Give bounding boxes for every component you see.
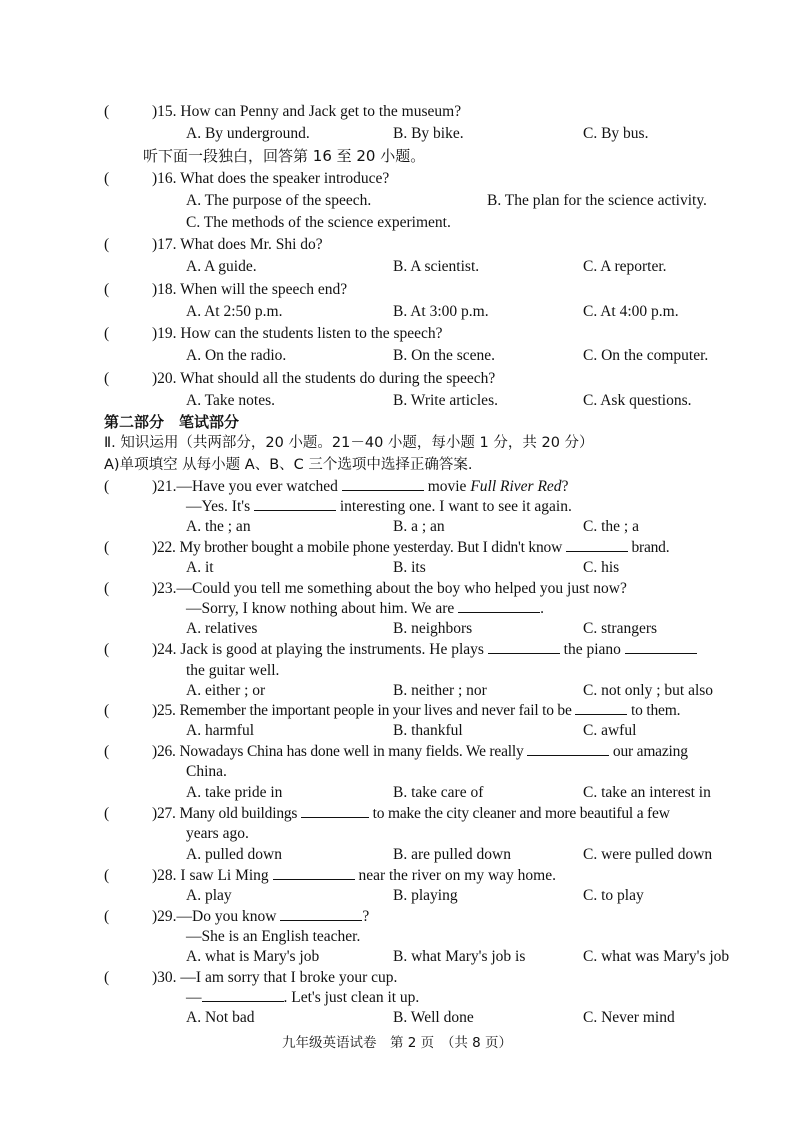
option-b: B. thankful (393, 722, 463, 739)
question-29 (0, 906, 794, 927)
option-c: C. At 4:00 p.m. (583, 303, 679, 320)
question-20-text: )20. What should all the students do during the speech? (152, 370, 496, 387)
option-b: B. The plan for the science activity. (487, 192, 707, 209)
option-b: B. its (393, 559, 426, 576)
question-23 (0, 578, 794, 599)
question-18-options (0, 301, 794, 322)
answer-blank (488, 639, 560, 654)
question-23-text: )23.—Could you tell me something about the boy who helped you just now? (152, 580, 627, 597)
question-28 (0, 865, 794, 886)
question-26-text: )26. Nowadays China has done well in many fields. We really our amazing (152, 743, 688, 760)
answer-paren: ( (104, 236, 110, 253)
question-21 (0, 476, 794, 497)
option-a: A. play (186, 887, 232, 904)
answer-blank (625, 639, 697, 654)
question-23-options (0, 618, 794, 639)
option-c: C. the ; a (583, 518, 639, 535)
option-a: A. By underground. (186, 125, 310, 142)
answer-paren: ( (104, 539, 110, 556)
question-16 (0, 168, 794, 189)
question-22-text: )22. My brother bought a mobile phone yesterday. But I didn't know brand. (152, 539, 670, 556)
answer-paren: ( (104, 170, 110, 187)
option-c: C. take an interest in (583, 784, 711, 801)
question-19-options (0, 345, 794, 366)
question-24 (0, 639, 794, 660)
option-c: C. A reporter. (583, 258, 667, 275)
answer-paren: ( (104, 281, 110, 298)
question-30-options (0, 1007, 794, 1028)
question-29-line-2: —She is an English teacher. (186, 928, 361, 945)
answer-blank (458, 598, 540, 613)
answer-paren: ( (104, 325, 110, 342)
option-a: A. relatives (186, 620, 258, 637)
answer-blank (202, 987, 284, 1002)
question-27-text: )27. Many old buildings to make the city cleaner and more beautiful a few (152, 805, 670, 822)
option-b: B. a ; an (393, 518, 445, 535)
answer-blank (280, 906, 362, 921)
question-25-options (0, 720, 794, 741)
question-29-options (0, 946, 794, 967)
option-c: C. Ask questions. (583, 392, 692, 409)
option-a: A. pulled down (186, 846, 283, 863)
answer-paren: ( (104, 580, 110, 597)
option-a: A. On the radio. (186, 347, 287, 364)
question-30-text: )30. —I am sorry that I broke your cup. (152, 969, 398, 986)
answer-paren: ( (104, 805, 110, 822)
question-17 (0, 234, 794, 255)
question-20-options (0, 390, 794, 411)
question-19 (0, 323, 794, 344)
answer-paren: ( (104, 370, 110, 387)
answer-blank (575, 700, 627, 715)
question-17-options (0, 256, 794, 277)
question-16-options-c (0, 212, 794, 233)
question-26-line-2: China. (186, 763, 227, 780)
question-16-text: )16. What does the speaker introduce? (152, 170, 390, 187)
question-20 (0, 368, 794, 389)
question-28-text: )28. I saw Li Ming near the river on my way home. (152, 867, 556, 884)
question-23-line-2: —Sorry, I know nothing about him. We are . (186, 600, 544, 617)
question-26 (0, 741, 794, 762)
option-a: A. A guide. (186, 258, 257, 275)
page-footer: 九年级英语试卷 第 2 页 （共 8 页） (281, 1035, 513, 1051)
question-25-text: )25. Remember the important people in your lives and never fail to be to them. (152, 702, 681, 719)
option-b: B. At 3:00 p.m. (393, 303, 489, 320)
question-21-options (0, 516, 794, 537)
answer-blank (301, 803, 369, 818)
option-c: C. were pulled down (583, 846, 713, 863)
option-b: B. A scientist. (393, 258, 480, 275)
option-a: A. either ; or (186, 682, 266, 699)
question-27 (0, 803, 794, 824)
question-15-options (0, 123, 794, 144)
answer-paren: ( (104, 478, 110, 495)
answer-paren: ( (104, 103, 110, 120)
option-c: C. The methods of the science experiment. (186, 214, 451, 231)
question-27-options (0, 844, 794, 865)
question-25 (0, 700, 794, 721)
option-c: C. By bus. (583, 125, 649, 142)
question-24-line-2: the guitar well. (186, 662, 280, 679)
option-a: A. the ; an (186, 518, 251, 535)
option-c: C. not only ; but also (583, 682, 714, 699)
answer-paren: ( (104, 969, 110, 986)
part-2-title: 第二部分 笔试部分 (104, 413, 240, 431)
section-2-title: Ⅱ. 知识运用（共两部分，20 小题。21－40 小题，每小题 1 分，共 20 分） (104, 435, 594, 451)
option-c: C. awful (583, 722, 637, 739)
option-c: C. his (583, 559, 620, 576)
option-b: B. neither ; nor (393, 682, 487, 699)
question-15 (0, 101, 794, 122)
question-18-text: )18. When will the speech end? (152, 281, 348, 298)
answer-paren: ( (104, 743, 110, 760)
question-30-line-2: — . Let's just clean it up. (186, 989, 420, 1006)
option-c: C. strangers (583, 620, 658, 637)
answer-paren: ( (104, 641, 110, 658)
section-a-title: A)单项填空 从每小题 A、B、C 三个选项中选择正确答案. (104, 457, 473, 473)
question-22-options (0, 557, 794, 578)
answer-paren: ( (104, 867, 110, 884)
question-15-text: )15. How can Penny and Jack get to the museum? (152, 103, 462, 120)
option-c: C. Never mind (583, 1009, 675, 1026)
answer-blank (342, 476, 424, 491)
option-b: B. take care of (393, 784, 484, 801)
question-28-options (0, 885, 794, 906)
answer-paren: ( (104, 702, 110, 719)
option-a: A. harmful (186, 722, 255, 739)
answer-blank (527, 741, 609, 756)
option-a: A. At 2:50 p.m. (186, 303, 283, 320)
question-27-line-2: years ago. (186, 825, 249, 842)
option-a: A. what is Mary's job (186, 948, 320, 965)
option-a: A. The purpose of the speech. (186, 192, 372, 209)
question-22 (0, 537, 794, 558)
answer-blank (273, 865, 355, 880)
option-c: C. On the computer. (583, 347, 709, 364)
answer-blank (254, 496, 336, 511)
option-c: C. to play (583, 887, 644, 904)
question-21-line-2: —Yes. It's interesting one. I want to see it again. (186, 498, 572, 515)
question-18 (0, 279, 794, 300)
option-b: B. what Mary's job is (393, 948, 526, 965)
question-17-text: )17. What does Mr. Shi do? (152, 236, 323, 253)
option-b: B. are pulled down (393, 846, 511, 863)
question-24-options (0, 680, 794, 701)
instruction-16-20: 听下面一段独白，回答第 16 至 20 小题。 (143, 147, 426, 165)
option-b: B. neighbors (393, 620, 473, 637)
option-b: B. Well done (393, 1009, 474, 1026)
question-24-text: )24. Jack is good at playing the instruments. He plays the piano (152, 639, 697, 660)
option-a: A. take pride in (186, 784, 283, 801)
option-a: A. Take notes. (186, 392, 276, 409)
answer-blank (566, 537, 628, 552)
option-a: A. Not bad (186, 1009, 255, 1026)
option-b: B. By bike. (393, 125, 464, 142)
question-26-options (0, 782, 794, 803)
question-16-options-ab (0, 190, 794, 211)
question-30 (0, 967, 794, 988)
option-c: C. what was Mary's job (583, 948, 730, 965)
option-b: B. Write articles. (393, 392, 498, 409)
answer-paren: ( (104, 908, 110, 925)
option-b: B. On the scene. (393, 347, 496, 364)
option-b: B. playing (393, 887, 458, 904)
option-a: A. it (186, 559, 214, 576)
question-29-text: )29.—Do you know ? (152, 908, 370, 925)
question-21-text: )21.—Have you ever watched movie Full River Red? (152, 478, 569, 495)
question-19-text: )19. How can the students listen to the speech? (152, 325, 443, 342)
